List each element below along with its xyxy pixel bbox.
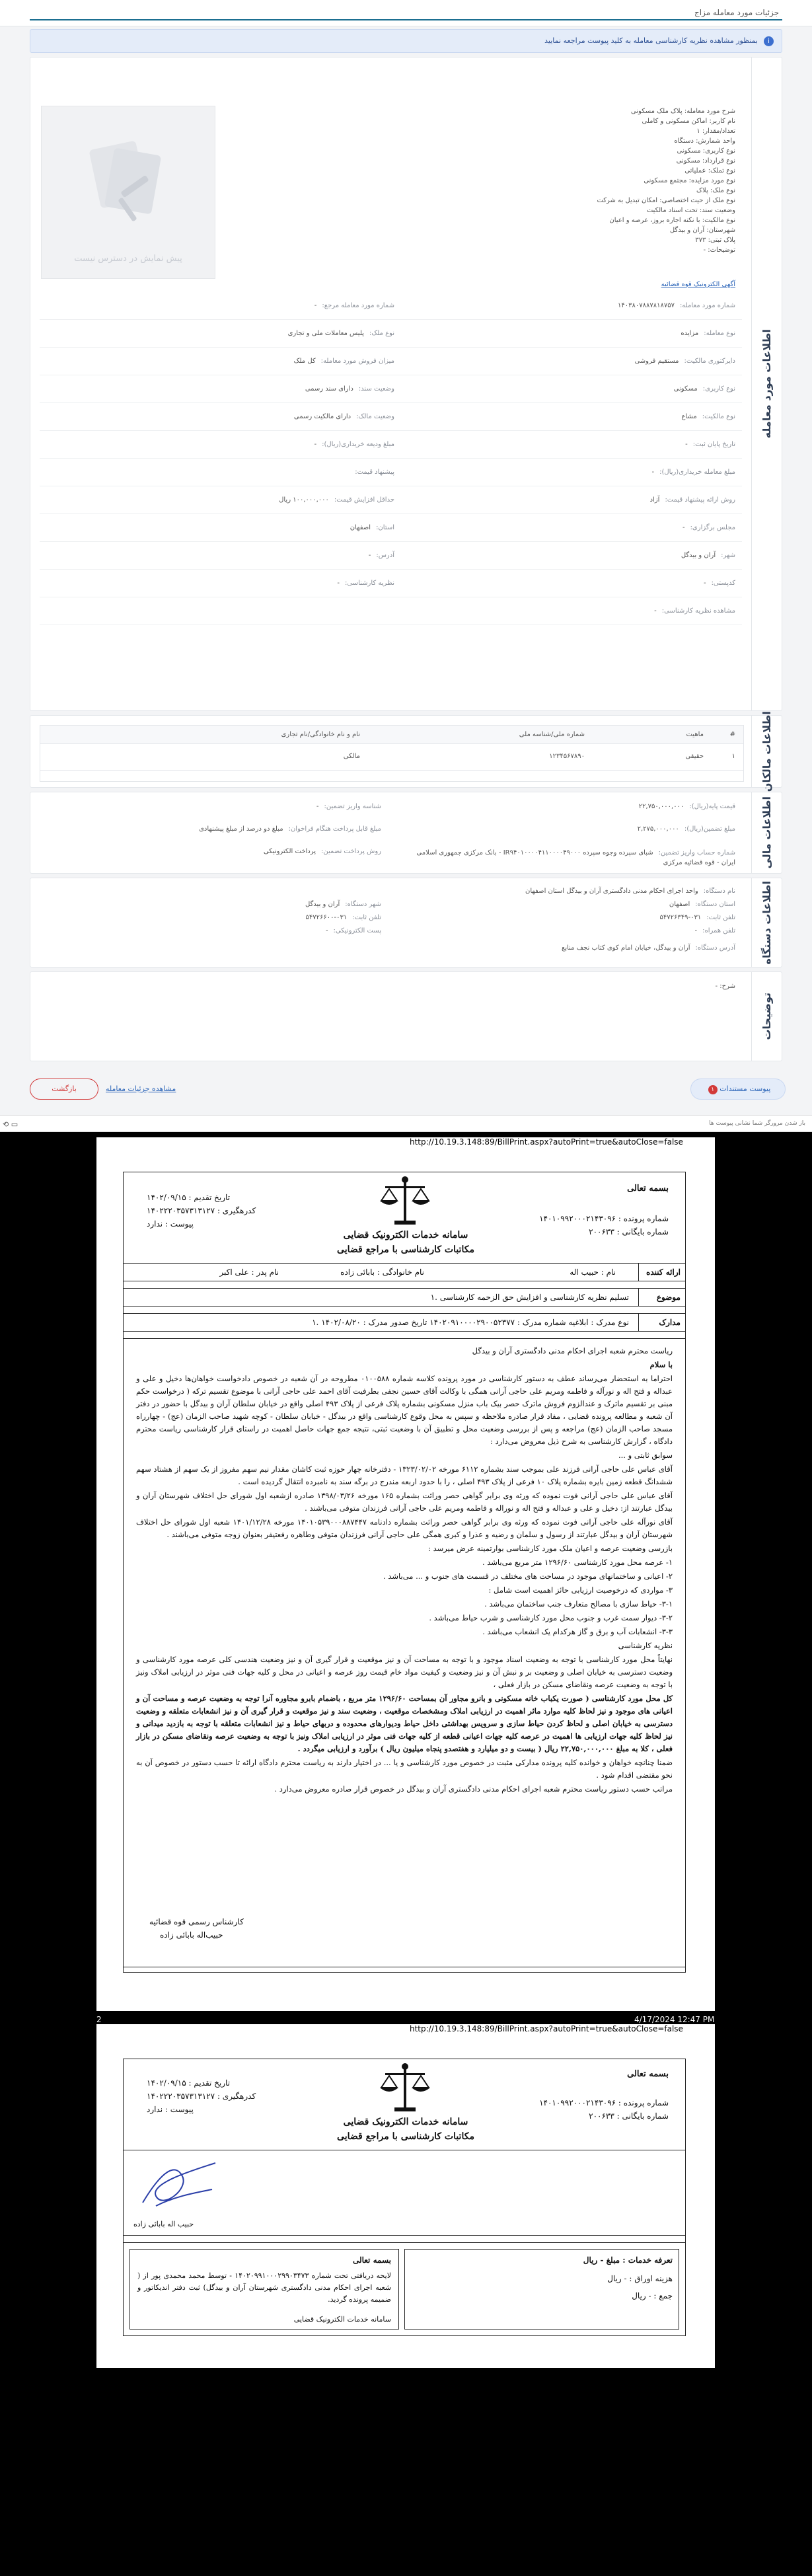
field-divider xyxy=(40,513,742,514)
property-detail-item: شهرستان: آران و بیدگل xyxy=(669,227,735,234)
field-label: نظریه کارشناسی: xyxy=(345,580,394,587)
letter-paragraph: ۳-۲- دیوار سمت غرب و جنوب محل مورد کارشناسی و شرب حیاط می‌باشد . xyxy=(429,1613,673,1622)
view-details-link[interactable]: مشاهده جزئیات معامله xyxy=(106,1084,176,1093)
case-number: شماره پرونده : ۱۴۰۱۰۹۹۲۰۰۰۲۱۴۳۰۹۶ xyxy=(539,1214,669,1223)
notes-text: شرح: - xyxy=(715,983,735,990)
field-value: مسکونی xyxy=(673,385,698,393)
case-number-2: شماره پرونده : ۱۴۰۱۰۹۹۲۰۰۰۲۱۴۳۰۹۶ xyxy=(539,2098,669,2107)
letter-paragraph: ۳-۱- حیاط سازی با مصالح متعارف جنب ساختمان می‌باشد . xyxy=(484,1599,673,1609)
info-alert xyxy=(30,29,782,53)
receipt-text: لایحه دریافتی تحت شماره ۱۴۰۲۰۹۹۱۰۰۰۲۹۹۰۳۴۷۳ - توسط محمد محمدی پور از ( شعبه اجرای احکام مدنی دادگستری شهرستان آران و بیدگل) ثبت دفتر اندیکاتور و ضمیمه پرونده گردید. xyxy=(137,2271,391,2304)
property-field xyxy=(314,302,394,309)
owners-table xyxy=(40,725,744,782)
field-value: دارای مالکیت رسمی xyxy=(293,413,351,420)
field-label: کدپستی: xyxy=(711,580,735,587)
presenter-father: نام پدر : علی اکبر xyxy=(219,1268,279,1277)
property-field xyxy=(369,552,394,559)
field-label: قیمت پایه(ریال): xyxy=(689,803,735,810)
attachment-note: پیوست : ندارد xyxy=(147,1219,194,1229)
field-value: ۱۰۰,۰۰۰,۰۰۰ ریال xyxy=(279,496,329,504)
letter-paragraph: آقای عباس علی حاجی آرانی فرزند علی بموجب سند بشماره ۶۱۱۲ مورخه ۱۳۲۳/۰۲/۰۲ - دفترخانه چهار حوزه ثبت کاشان مقدار نیم سهم مفروز از یک سهم از هشتاد سهم ششدانگ قطعه زمین بایره بشماره پلاک ۱۰ فرعی از پلاک ۴۹۳ اصلی ، را با حدود اربعه مندرج در برگه سند به نامبرده انتقال گردیده است . xyxy=(136,1464,673,1486)
field-divider xyxy=(40,319,742,320)
notes-section xyxy=(30,971,782,1061)
receipt-sign: سامانه خدمات الکترونیک قضایی xyxy=(293,2315,391,2324)
header-underline xyxy=(30,19,782,20)
financial-section-label: اطلاعات مالی xyxy=(751,792,782,873)
field-label: میزان فروش مورد معامله: xyxy=(320,358,394,365)
field-value: کل ملک xyxy=(293,358,316,365)
letter-paragraph: احتراما به استحضار می‌رساند عطف به دستور کارشناسی در مورد پرونده کلاسه شماره ۰۱۰۰۵۸۸ مطروحه در آن شعبه در خصوص دادخواست خواهان‌ها دخیل و علی و عبداله و فتح اله و نورآله و فاطمه ومریم علی حاجی آرانی همگی با وکالت آقای حسین نجفی بطرفیت آقای احمد علی حاجی آرانی با موضوع تقسیم ترکه ( درخواست حکم مبنی بر تقسیم ماترک و عندالزوم فروش ماترک حصر بیک باب منزل مسکونی بشماره پلاک فرعی از پلاک ۴۹۳ اصلی واقع در خیابان سلطان آران و بیدگل با حضور در دفتر آن شعبه و مطالعه پرونده قضایی ، مفاد قرار صادره ملاحظه و سپس به محل وقوع کارشناسی واقع در بیدگل - خیابان سلطان - کوچه شهید صاحب الزمان (عج) - چهارراه مسجد صاحب الزمان (عج) مراجعه و پس از بررسی وضعیت محل و تطبیق آن با وضعیت ثبتی، نتیجه جمع جهات حاصل اهمیت در راستای قرار کارشناسی ریاست محترم دادگاه ، گزارش کارشناسی به شرح ذیل معروض می‌دارد : xyxy=(136,1374,673,1446)
letter-paragraph: ۲- اعیانی و ساختمانهای موجود در مساحت های مختلف در قسمت های جنوب و ... می‌باشد . xyxy=(383,1572,673,1581)
attachments-label: پیوست مستندات xyxy=(720,1084,771,1093)
property-field xyxy=(683,524,735,531)
property-detail-item: نوع مالکیت: با نکنه اجاره بروز، عرصه و اعیان xyxy=(609,217,735,224)
field-label: تلفن همراه: xyxy=(702,927,735,934)
presenter-family: نام خانوادگی : بابائی زاده xyxy=(340,1268,424,1277)
property-detail-item: نوع قرارداد: مسکونی xyxy=(676,157,735,165)
field-value: - xyxy=(651,469,655,476)
field-label: پست الکترونیکی: xyxy=(333,927,381,934)
field-value: - xyxy=(314,302,317,309)
field-label: مبلغ ودیعه خریداری(ریال): xyxy=(322,441,394,448)
field-divider xyxy=(40,458,742,459)
field-label: پیشنهاد قیمت: xyxy=(355,469,394,476)
archive-number: شماره بایگانی : ۲۰۰۶۳۳ xyxy=(589,1227,669,1236)
owners-table-header xyxy=(40,726,743,744)
financial-field xyxy=(316,803,381,810)
property-field xyxy=(279,496,394,504)
letter-paragraph: ۱- عرصه محل مورد کارشناسی ۱۲۹۶/۶۰ متر مربع می‌باشد . xyxy=(482,1558,673,1567)
subject-label: موضوع xyxy=(656,1293,681,1302)
print-url: http://10.19.3.148:89/BillPrint.aspx?autoPrint=true&autoClose=false xyxy=(410,1137,683,1147)
justice-scales-icon xyxy=(372,1174,438,1227)
owners-section-label: اطلاعات مالکان xyxy=(751,716,782,787)
subsystem-name-2: مکاتبات کارشناسی با مراجع قضایی xyxy=(337,2131,474,2142)
letter-body xyxy=(136,1345,673,1797)
property-detail-item: نوع ملک از حیث اختصاصی: امکان تبدیل به شرکت xyxy=(597,197,735,204)
field-divider xyxy=(40,347,742,348)
field-label: وضعیت مالک: xyxy=(356,413,394,420)
field-value: - xyxy=(368,552,371,559)
field-label: شماره مورد معامله مرجع: xyxy=(322,302,394,309)
field-label: آدرس دستگاه: xyxy=(695,944,735,952)
toolbar-text: باز شدن مرورگر شما نشانی پیوست ها xyxy=(709,1120,805,1127)
subject-text: ۱. تسلیم نظریه کارشناسی و افزایش حق الزحمه کارشناسی xyxy=(430,1293,629,1302)
signer-name: حبیب اله بابائی زاده xyxy=(133,2220,194,2228)
field-value: پرداخت الکترونیکی xyxy=(263,848,316,855)
doc-heading-2: بسمه تعالی xyxy=(627,2069,669,2079)
field-value: مشاع xyxy=(681,413,697,420)
property-section xyxy=(30,57,782,711)
property-detail-item: واحد شمارش: دستگاه xyxy=(674,137,735,145)
letter-paragraph: مراتب حسب دستور ریاست محترم شعبه اجرای احکام مدنی دادگستری آران و بیدگل در خصوص قرار صادره معروض می‌دارد . xyxy=(274,1784,673,1794)
financial-field xyxy=(639,803,735,810)
tracking-code-2: کدرهگیری : ۱۴۰۲۲۲۰۳۵۷۳۱۳۱۲۷ xyxy=(147,2092,256,2101)
field-divider xyxy=(40,541,742,542)
field-label: دایرکتوری مالکیت: xyxy=(684,358,735,365)
property-field xyxy=(350,469,394,476)
organization-field xyxy=(525,888,735,895)
document-page-2 xyxy=(96,2024,715,2368)
field-label: تلفن ثابت: xyxy=(706,914,735,921)
property-field xyxy=(305,385,394,393)
letter-paragraph: آقای نورآله علی حاجی آرانی فوت نموده که ورثه وی برابر گواهی حصر وراثت بشماره دادنامه ۱۴۰۱۰۵۳۹۰۰۰۸۸۷۴۴۷ مورخه ۱۴۰۱/۱۲/۲۸ شعبه اول شورای حل اختلاف شهرستان آران و بیدگل عبارتند از رسول و سلمان و رضیه و عذرا و کبری همگی علی حاجی آرانی فرزندان متوفی وطاهره رفعتیفر بعنوان زوجه متوفی می‌باشند . xyxy=(136,1517,673,1539)
organization-field xyxy=(694,927,735,934)
property-detail-item: تعداد/مقدار: ۱ xyxy=(696,128,735,135)
cell-index: ۱ xyxy=(731,753,735,760)
financial-field xyxy=(199,825,381,833)
print-label-2: چاپ xyxy=(96,2028,112,2037)
field-label: نوع کاربری: xyxy=(702,385,735,393)
letter-paragraph: نهایتاً محل مورد کارشناسی با توجه به وضعیت اسناد موجود و با توجه به مساحت آن و نیز موقعیت و قرار گیری آن و نیز وضعیت هندسی کلی عرصه مورد کارشناسی و وضعیت دسترسی به خیابان اصلی و وضعیت بر و نبش آن و نیز وضعیت و کیفیت مواد خام قیمت روز عرصه و اعیانی در محل و کلیه جهات فنی موثر در ارزیابی املاک ونیز با توجه به وضعیت عرصه ونقاضای مسکن در بازار فعلی ، xyxy=(136,1655,673,1689)
field-value: - xyxy=(703,580,706,587)
doc-heading: بسمه تعالی xyxy=(627,1184,669,1193)
field-label: شناسه واریز تضمین: xyxy=(324,803,381,810)
col-national-id: شماره ملی/شناسه ملی xyxy=(519,731,585,738)
field-value: - xyxy=(316,803,319,810)
letter-paragraph: ۳- مواردی که درخوصیت ارزیابی حائز اهمیت است شامل : xyxy=(488,1585,673,1595)
organization-field xyxy=(660,914,735,921)
field-value: دارای سند رسمی xyxy=(305,385,353,393)
field-value: آران و بیدگل xyxy=(681,552,716,559)
cell-national-id: ۱۲۳۴۵۶۷۸۹۰ xyxy=(549,753,585,760)
alert-text: بمنظور مشاهده نظریه کارشناسی معامله به کلید پیوست مراجعه نمایید xyxy=(544,36,758,45)
property-detail-item: شرح مورد معامله: پلاک ملک مسکونی xyxy=(630,108,735,115)
letter-paragraph: ریاست محترم شعبه اجرای احکام مدنی دادگستری آران و بیدگل xyxy=(472,1346,673,1355)
viewer-toolbar xyxy=(0,1116,812,1132)
field-value: واحد اجرای احکام مدنی دادگستری آران و بیدگل استان اصفهان xyxy=(525,888,698,895)
fee-total: جمع : - ریال xyxy=(632,2291,673,2300)
archive-number-2: شماره بایگانی : ۲۰۰۶۳۳ xyxy=(589,2111,669,2121)
col-name: نام و نام خانوادگی/نام تجاری xyxy=(281,731,360,738)
page-header xyxy=(0,0,812,26)
fee-paper: هزینه اوراق : - ریال xyxy=(607,2274,673,2283)
field-divider xyxy=(40,569,742,570)
field-label: آدرس: xyxy=(376,552,394,559)
financial-field xyxy=(638,825,735,833)
property-field xyxy=(685,441,735,448)
back-button[interactable]: بازگشت xyxy=(30,1079,98,1100)
field-value: پلیس معاملات ملی و تجاری xyxy=(287,330,364,337)
property-field xyxy=(294,358,394,365)
field-label: استان: xyxy=(376,524,394,531)
organization-field xyxy=(669,901,735,908)
organization-field xyxy=(305,901,381,908)
field-label: نوع معامله: xyxy=(704,330,735,337)
field-value: ۲,۲۷۵,۰۰۰,۰۰۰ xyxy=(637,825,679,833)
field-value: ۲۲,۷۵۰,۰۰۰,۰۰۰ xyxy=(638,803,684,810)
property-detail-item: وضعیت سند: تحت اسناد مالکیت xyxy=(646,207,735,214)
property-detail-item: نوع کاربری: مسکونی xyxy=(677,147,735,155)
letter-paragraph: نظریه کارشناسی xyxy=(618,1641,673,1650)
financial-field xyxy=(405,848,735,868)
property-field xyxy=(681,413,735,420)
field-divider xyxy=(40,402,742,403)
property-detail-item: پلاک ثبتی: ۳۷۳ xyxy=(695,237,735,244)
page-number: 2 xyxy=(96,2015,102,2024)
property-field xyxy=(314,441,395,448)
field-label: تلفن ثابت: xyxy=(352,914,381,921)
field-label: مشاهده نظریه کارشناسی: xyxy=(661,607,735,615)
field-value: - xyxy=(337,580,340,587)
attachments-button[interactable] xyxy=(690,1079,786,1100)
attachment-note-2: پیوست : ندارد xyxy=(147,2105,194,2114)
property-section-label: اطلاعات مورد معامله xyxy=(751,57,782,710)
property-field xyxy=(681,552,735,559)
property-detail-item: نام کاربر: اماکن مسکونی و کاملی xyxy=(642,118,735,125)
cell-name: مالکی xyxy=(343,753,360,760)
field-value: اصفهان xyxy=(669,901,690,908)
page-title: جزئیات مورد معامله مزاج xyxy=(694,8,779,17)
fee-title: تعرفه خدمات : مبلغ - ریال xyxy=(583,2255,673,2265)
field-label: تاریخ پایان ثبت: xyxy=(692,441,735,448)
attachments-count-badge: ۱ xyxy=(708,1085,718,1094)
property-field xyxy=(654,607,735,615)
field-value: - xyxy=(694,927,698,934)
field-label: شهر دستگاه: xyxy=(345,901,381,908)
organization-section-label: اطلاعات دستگاه xyxy=(751,878,782,967)
letter-paragraph: بازرسی وضعیت عرصه و اعیان ملک مورد کارشناسی بوارتمینه عرض میرسد : xyxy=(428,1544,673,1553)
print-timestamp: 4/17/2024 12:47 PM xyxy=(634,2015,715,2024)
documents-label: مدارک xyxy=(659,1318,681,1327)
info-icon: i xyxy=(764,36,774,46)
image-placeholder-text: پیش نمایش در دسترس نیست xyxy=(74,254,182,264)
property-field xyxy=(704,580,735,587)
presenter-name: نام : حبیب اله xyxy=(570,1268,616,1277)
property-detail-item: نوع مورد مزایده: مجتمع مسکونی xyxy=(644,177,735,184)
justice-scales-icon-2 xyxy=(372,2061,438,2114)
documents-text: ۱. نوع مدرک : ابلاغیه شماره مدرک : ۱۴۰۲۰۹۱۰۰۰۰۲۹۰۰۵۲۳۷۷ تاریخ صدور مدرک : ۱۴۰۲/۰۸/۲۰ xyxy=(312,1318,629,1327)
field-value: - xyxy=(685,441,688,448)
field-label: شماره حساب واریز تضمین: xyxy=(658,849,735,856)
financial-section xyxy=(30,792,782,874)
submit-date-2: تاریخ تقدیم : ۱۴۰۲/۰۹/۱۵ xyxy=(147,2078,231,2088)
property-field xyxy=(681,330,735,337)
col-index: # xyxy=(729,731,735,738)
property-field xyxy=(288,330,394,337)
property-field xyxy=(337,580,394,587)
signature-title: کارشناس رسمی قوه قضائیه xyxy=(149,1917,244,1926)
field-label: نام دستگاه: xyxy=(703,888,735,895)
field-label: مبلغ معامله خریداری(ریال): xyxy=(659,469,735,476)
field-value: - xyxy=(325,927,328,934)
receipt-title: بسمه تعالی xyxy=(352,2255,391,2265)
owners-section xyxy=(30,710,782,792)
organization-field xyxy=(306,914,381,921)
field-label: استان دستگاه: xyxy=(695,901,735,908)
field-label: روش ارائه پیشنهاد قیمت: xyxy=(665,496,735,504)
system-name-2: سامانه خدمات الکترونیک قضایی xyxy=(343,2117,468,2127)
field-value: اصفهان xyxy=(350,524,371,531)
organization-field xyxy=(562,944,735,952)
field-value: ۱۴۰۳۸۰۷۸۸۷۸۱۸۷۵۷ xyxy=(618,302,675,309)
image-placeholder xyxy=(41,106,215,279)
property-field xyxy=(350,524,394,531)
financial-field xyxy=(264,848,381,855)
field-label: مجلس برگزاری: xyxy=(690,524,735,531)
field-value: مبلغ دو درصد از مبلغ پیشنهادی xyxy=(199,825,283,833)
letter-paragraph: کل محل مورد کارشناسی ( صورت یکباب خانه مسکونی و بانرو مجاور آن بمساحت ۱۲۹۶/۶۰ متر مربع ، باضمام بابرو مجاوره آنرا توجه به وضعیت عرصه و مساحت آن و اعیانی های موجود و نیز لحاظ کلیه موارد ماثر اهمیت در ارزیابی املاک ومشخصات موقعیت ، وضعیت سند و نیز موقعیت و قرار گیری آن و نیز انشعابات متعلقه و وضعیت دسترسی به خیابان اصلی و لحاظ کردن حیاط سازی و سرویس بهداشتی داخل حیاط ودیوارهای محدوده و دربهای حیاط و نیز انشعابات متعلقه با توجه به بازدید میدانی و نیز لحاظ کلیه جهات ارزیابی ها اهمیت در عرصه کلیه جهات اعیانی قطعه از کلیه جهات فنی موثر در ارزیابی املاک ونیز با توجه به وضعیت عرصه ونقاضای مسکن در بازار فعلی ، کلا به مبلغ ۲۲,۷۵۰,۰۰۰,۰۰۰ ریال ( بیست و دو میلیارد و هفتصدو پنجاه میلیون ریال ) برآورد و ارزیابی میگردد . xyxy=(136,1694,673,1753)
property-field xyxy=(294,413,394,420)
property-detail-item: نوع تملک: عملیاتی xyxy=(684,167,735,174)
field-value: ۰۳۱-۵۴۷۲۶۳۴۹ xyxy=(659,914,702,921)
organization-section xyxy=(30,878,782,967)
field-value: آزاد xyxy=(649,496,660,504)
field-label: نوع مالکیت: xyxy=(702,413,735,420)
field-value: آران و بیدگل، خیابان امام کوی کتاب نجف منابع xyxy=(562,944,690,952)
letter-paragraph: ضمنا چنانچه خواهان و خوانده کلیه پرونده مدارکی مثبت در خصوص مورد کارشناسی و یا ... در اختیار دارند به ریاست محترم دادگاه ارائه تا حسب دستور در خصوص آن به نحو مقتضی اقدام شود . xyxy=(136,1758,673,1780)
property-field xyxy=(618,302,735,309)
field-value: مزایده xyxy=(681,330,699,337)
gavel-image-icon xyxy=(89,132,168,231)
letter-paragraph: ۳-۳- انشعابات آب و برق و گاز هرکدام یک انشعاب می‌باشد . xyxy=(482,1627,673,1636)
field-label: حداقل افزایش قیمت: xyxy=(334,496,394,504)
document-page-1 xyxy=(96,1137,715,2011)
subsystem-name: مکاتبات کارشناسی با مراجع قضایی xyxy=(337,1244,474,1255)
handwritten-signature-icon xyxy=(136,2156,222,2216)
table-row xyxy=(40,744,743,771)
field-value: - xyxy=(654,607,657,615)
letter-paragraph: سوابق ثابتی و ... xyxy=(618,1451,673,1460)
field-value: ۰۳۱-۵۴۷۲۶۶۰۰ xyxy=(305,914,348,921)
notes-section-label: توضیحات xyxy=(751,972,782,1061)
property-detail-item: نوع ملک: پلاک xyxy=(696,187,735,194)
organization-field xyxy=(326,927,381,934)
property-field xyxy=(674,385,735,393)
field-value: آران و بیدگل xyxy=(305,901,340,908)
attached-document-viewer xyxy=(0,1132,812,2576)
field-label: مبلغ قابل پرداخت هنگام فراخوان: xyxy=(288,825,381,833)
field-value: - xyxy=(682,524,685,531)
presenter-label: ارائه کننده xyxy=(646,1268,681,1277)
cell-type: حقیقی xyxy=(685,753,704,760)
field-value: - xyxy=(314,441,317,448)
property-field xyxy=(634,358,735,365)
submit-date: تاریخ تقدیم : ۱۴۰۲/۰۹/۱۵ xyxy=(147,1193,231,1202)
field-label: شماره مورد معامله: xyxy=(679,302,735,309)
field-value: شبای سپرده وجوه سپرده IR۹۴۰۱۰۰۰۰۴۱۱۰۰۰۰۴۹۰۰۰ - بانک مرکزی جمهوری اسلامی ایران - قوه قضائیه مرکزی xyxy=(416,849,735,866)
field-label: وضعیت سند: xyxy=(358,385,394,393)
system-name: سامانه خدمات الکترونیک قضایی xyxy=(343,1230,468,1240)
field-divider xyxy=(40,430,742,431)
tracking-code: کدرهگیری : ۱۴۰۲۲۲۰۳۵۷۳۱۳۱۲۷ xyxy=(147,1206,256,1215)
property-field xyxy=(650,496,735,504)
listing-details-panel xyxy=(0,0,812,1116)
field-value: مستقیم فروشی xyxy=(634,358,679,365)
field-label: روش پرداخت تضمین: xyxy=(321,848,381,855)
electronic-ad-link[interactable]: آگهی الکترونیک قوه قضائیه xyxy=(661,281,735,288)
field-label: مبلغ تضمین(ریال): xyxy=(684,825,735,833)
letter-paragraph: با سلام xyxy=(649,1360,673,1369)
col-type: ماهیت xyxy=(686,731,704,738)
letter-paragraph: آقای عباس علی حاجی آرانی فوت نموده که ورثه وی برابر گواهی حصر وراثت بشماره ۱۶۵ مورخه ۱۳۹۸/۰۳/۲۶ صادره ازشعبه اول شورای حل اختلاف شهرستان آران و بیدگل عبارتند از: دخیل و علی و عبداله و فتح اله و نوراله و فاطمه ومریم علی حاجی آرانی فرزندان متوفی می‌باشند . xyxy=(136,1491,673,1513)
property-detail-item: توضیحات: - xyxy=(703,246,735,254)
signature-name: حبیب‌اله بابائی زاده xyxy=(160,1930,223,1940)
toolbar-icons[interactable]: ⟲ ▭ xyxy=(3,1120,18,1129)
field-label: شهر: xyxy=(721,552,735,559)
property-field xyxy=(652,469,736,476)
field-label: نوع ملک: xyxy=(369,330,394,337)
print-url-2: http://10.19.3.148:89/BillPrint.aspx?autoPrint=true&autoClose=false xyxy=(410,2024,683,2033)
